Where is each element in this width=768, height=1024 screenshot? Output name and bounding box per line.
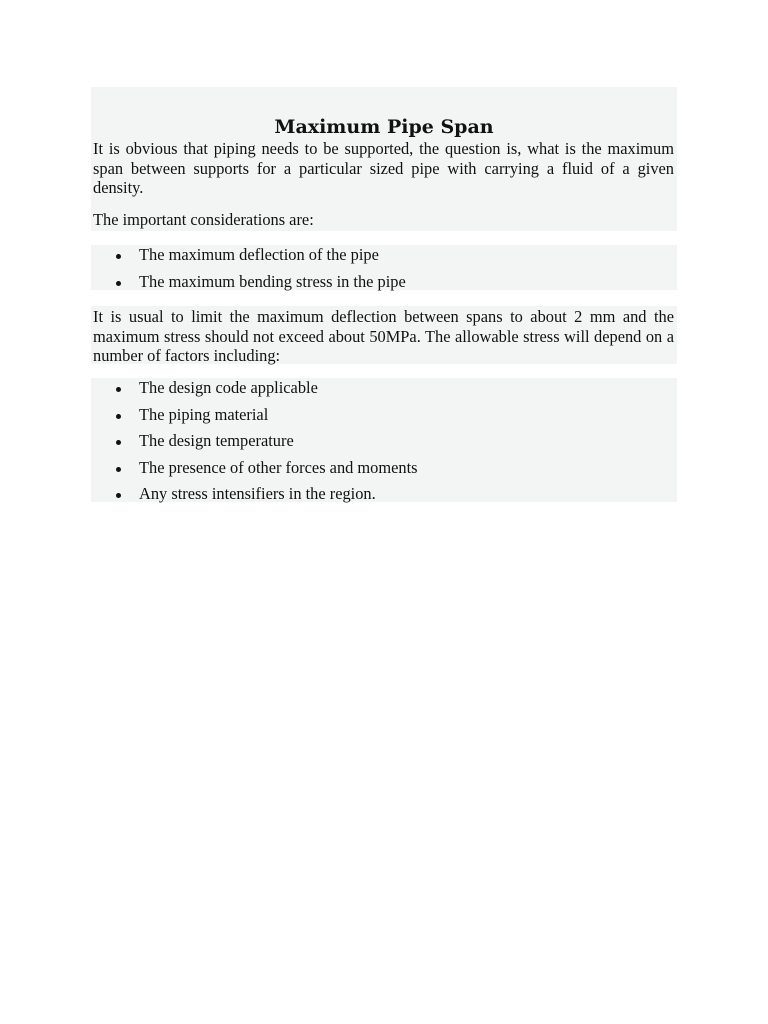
list-item bbox=[91, 458, 677, 485]
intro-paragraph: It is obvious that piping needs to be supported, the question is, what is the maximum span between supports for a particular sized pipe with carrying a fluid of a given density. bbox=[93, 139, 674, 197]
considerations-list bbox=[91, 245, 677, 298]
bullet-icon bbox=[116, 440, 121, 445]
bullet-icon bbox=[116, 493, 121, 498]
list-item-text: The piping material bbox=[139, 404, 269, 424]
bullet-icon bbox=[116, 281, 121, 286]
limits-section bbox=[91, 306, 677, 364]
list-item bbox=[91, 405, 677, 432]
list-item bbox=[91, 378, 677, 405]
bullet-icon bbox=[116, 387, 121, 392]
list-item-text: Any stress intensifiers in the region. bbox=[139, 484, 376, 503]
list-item-text: The presence of other forces and moments bbox=[139, 457, 418, 477]
list-item-text: The maximum bending stress in the pipe bbox=[139, 271, 406, 291]
factors-list bbox=[91, 378, 677, 511]
considerations-section bbox=[91, 245, 677, 290]
bullet-icon bbox=[116, 414, 121, 419]
list-item bbox=[91, 272, 677, 299]
factors-section bbox=[91, 378, 677, 502]
page-title: Maximum Pipe Span bbox=[274, 116, 494, 138]
limits-paragraph: It is usual to limit the maximum deflection between spans to about 2 mm and the maximum stress should not exceed about 50MPa. The allowable stress will depend on a number of factors including: bbox=[93, 307, 674, 365]
list-item bbox=[91, 484, 677, 511]
intro-section bbox=[91, 87, 677, 231]
list-item-text: The design temperature bbox=[139, 431, 294, 450]
bullet-icon bbox=[116, 467, 121, 472]
list-item bbox=[91, 431, 677, 458]
list-item bbox=[91, 245, 677, 272]
list-item-text: The design code applicable bbox=[139, 378, 318, 397]
bullet-icon bbox=[116, 254, 121, 259]
list-item-text: The maximum deflection of the pipe bbox=[139, 245, 379, 264]
considerations-lead: The important considerations are: bbox=[93, 210, 314, 229]
